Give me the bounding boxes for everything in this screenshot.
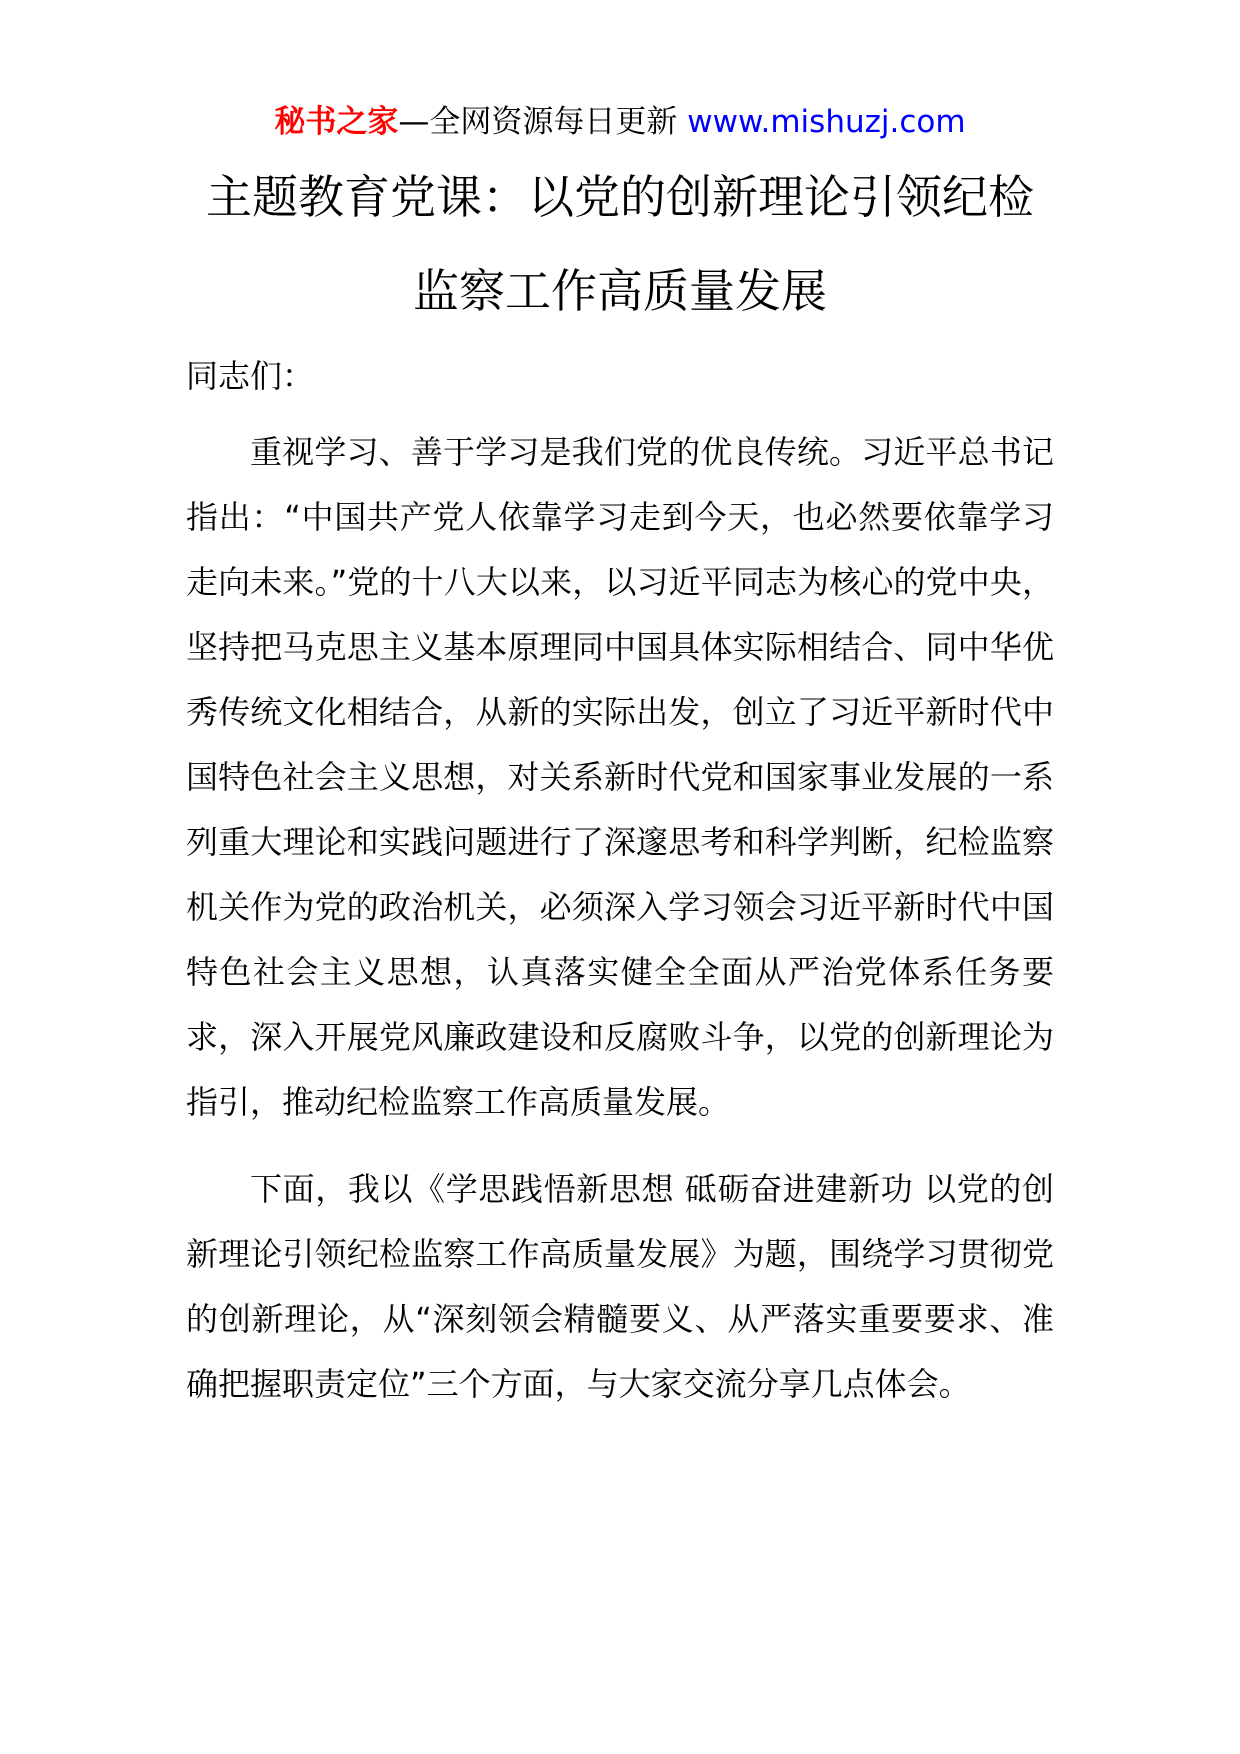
brand-name: 秘书之家 (274, 104, 399, 140)
document-body (186, 354, 1054, 1417)
title-line-2: 监察工作高质量发展 (413, 264, 827, 318)
paragraph: 重视学习、善于学习是我们党的优良传统。习近平总书记指出：“中国共产党人依靠学习走到今天，也必然要依靠学习走向未来。”党的十八大以来，以习近平同志为核心的党中央，坚持把马克思主义基本原理同中国具体实际相结合、同中华优秀传统文化相结合，从新的实际出发，创立了习近平新时代中国特色社会主义思想，对关系新时代党和国家事业发展的一系列重大理论和实践问题进行了深邃思考和科学判断，纪检监察机关作为党的政治机关，必须深入学习领会习近平新时代中国特色社会主义思想，认真落实健全全面从严治党体系任务要求，深入开展党风廉政建设和反腐败斗争，以党的创新理论为指引，推动纪检监察工作高质量发展。 (186, 433, 1054, 1121)
title-line-1: 主题教育党课：以党的创新理论引领纪检 (206, 170, 1034, 224)
paragraph: 下面，我以《学思践悟新思想 砥砺奋进建新功 以党的创新理论引领纪检监察工作高质量发展》为题，围绕学习贯彻党的创新理论，从“深刻领会精髓要义、从严落实重要要求、准确把握职责定位”三个方面，与大家交流分享几点体会。 (186, 1170, 1054, 1403)
banner-tagline: —全网资源每日更新 (398, 104, 678, 140)
header-banner (0, 100, 1240, 144)
website-link[interactable]: www.mishuzj.com (687, 104, 966, 140)
document-title (0, 150, 1240, 338)
greeting: 同志们： (186, 357, 315, 395)
